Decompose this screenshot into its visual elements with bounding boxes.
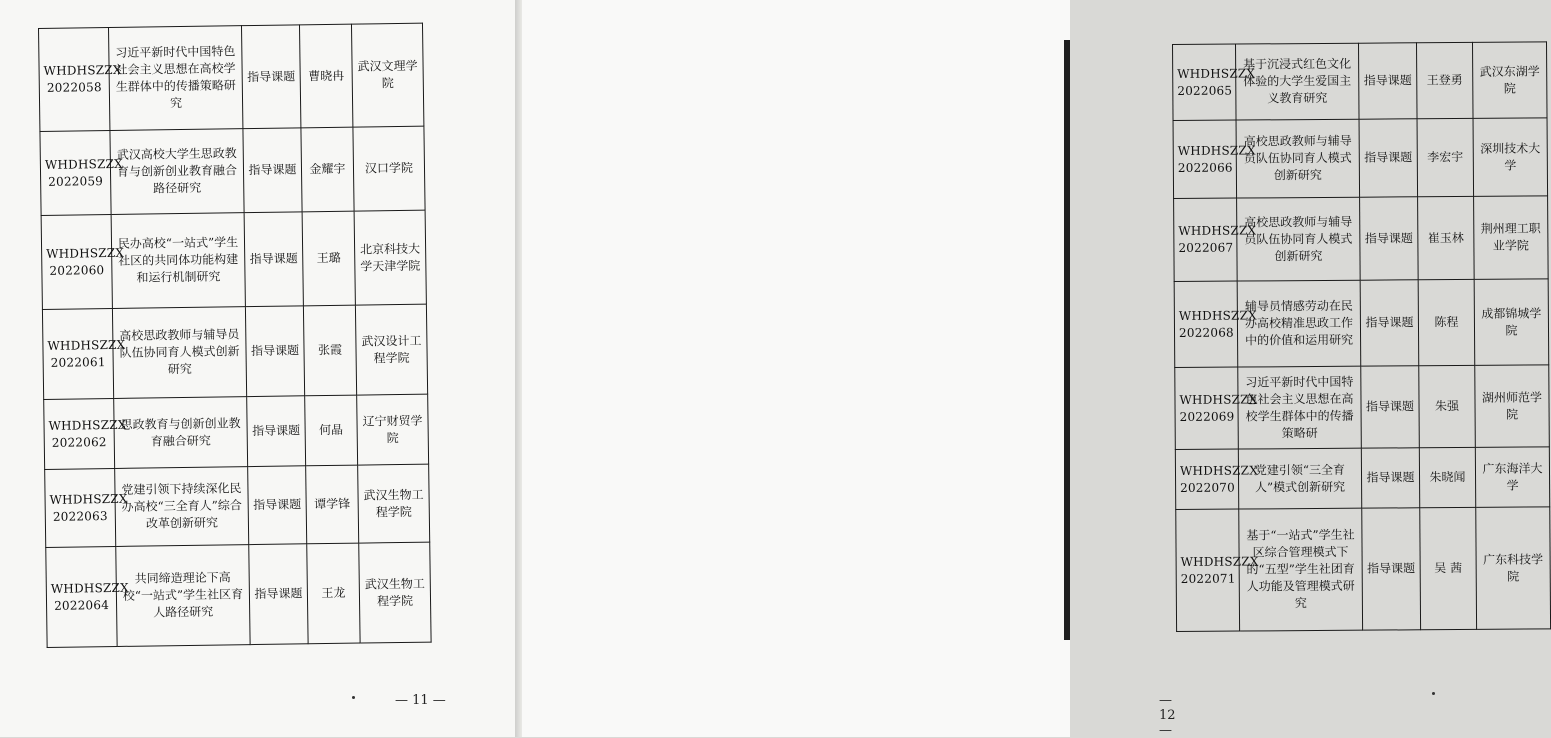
project-code-line: WHDHSZZX [1177, 142, 1256, 158]
table-row [41, 210, 426, 309]
institution: 武汉生物工程学院 [359, 542, 431, 643]
page-number: — 11 — [395, 693, 446, 708]
scan-dot [1432, 692, 1435, 695]
table-row [44, 394, 429, 469]
institution: 辽宁财贸学院 [357, 394, 429, 465]
table-row [39, 23, 424, 131]
project-code-line: 2022063 [52, 508, 108, 524]
project-title: 基于沉浸式红色文化体验的大学生爱国主义教育研究 [1236, 43, 1360, 120]
project-leader: 李宏宇 [1417, 118, 1474, 196]
project-code [1173, 120, 1256, 198]
project-code [1174, 281, 1257, 367]
project-type: 指导课题 [1358, 43, 1417, 119]
project-code [1174, 198, 1257, 281]
project-type: 指导课题 [1361, 448, 1419, 508]
page-gutter [515, 0, 522, 737]
project-code [39, 28, 122, 132]
table-row [1173, 42, 1548, 121]
project-code [1176, 509, 1259, 631]
project-title: 党建引领“三全育人”模式创新研究 [1238, 448, 1361, 509]
project-leader: 张霞 [303, 305, 356, 396]
project-code-line: WHDHSZZX [43, 62, 122, 78]
institution: 湖州师范学院 [1475, 365, 1550, 448]
project-code-line: WHDHSZZX [1177, 65, 1256, 81]
project-code-line: 2022058 [46, 80, 102, 95]
project-code [40, 131, 123, 216]
table-row [42, 304, 427, 399]
project-leader: 王登勇 [1416, 42, 1473, 118]
project-leader: 谭学锋 [306, 465, 359, 544]
project-title: 共同缔造理论下高校“一站式”学生社区育人路径研究 [116, 545, 250, 647]
project-code-line: WHDHSZZX [48, 417, 127, 433]
project-code-line: WHDHSZZX [47, 337, 126, 353]
project-code-line: WHDHSZZX [1179, 462, 1258, 478]
project-code-line: 2022067 [1178, 240, 1234, 255]
project-leader: 曹晓冉 [299, 24, 352, 128]
project-code-line: 2022060 [49, 262, 105, 278]
project-title: 高校思政教师与辅导员队伍协同育人模式创新研究 [1237, 197, 1361, 281]
project-code-line: 2022059 [48, 173, 104, 189]
institution: 武汉生物工程学院 [358, 464, 430, 543]
project-type: 指导课题 [244, 212, 303, 307]
project-title: 基于“一站式”学生社区综合管理模式下的“五型”学生社团育人功能及管理模式研究 [1239, 508, 1363, 631]
project-code [44, 398, 127, 469]
project-code-line: 2022069 [1179, 409, 1235, 424]
institution: 武汉设计工程学院 [355, 304, 427, 395]
project-type: 指导课题 [1359, 119, 1418, 197]
project-leader: 王璐 [302, 211, 355, 306]
project-type: 指导课题 [1362, 508, 1421, 630]
table-row [1175, 447, 1549, 510]
project-type: 指导课题 [249, 544, 308, 645]
project-title: 辅导员情感劳动在民办高校精准思政工作中的价值和运用研究 [1237, 280, 1361, 367]
project-code-line: 2022062 [51, 434, 107, 450]
project-title: 高校思政教师与辅导员队伍协同育人模式创新研究 [112, 307, 246, 399]
project-type: 指导课题 [243, 128, 302, 213]
project-title: 武汉高校大学生思政教育与创新创业教育融合路径研究 [110, 129, 244, 215]
institution: 武汉文理学院 [351, 23, 423, 127]
project-code-line: WHDHSZZX [1180, 553, 1259, 569]
project-leader: 陈程 [1418, 279, 1475, 365]
scan-edge [1064, 40, 1070, 640]
project-code-line: 2022066 [1177, 160, 1233, 175]
table-row [1174, 279, 1549, 368]
project-code-line: WHDHSZZX [1178, 223, 1257, 238]
project-code [46, 546, 129, 647]
project-code-line: WHDHSZZX [1178, 307, 1257, 323]
project-code [1173, 44, 1256, 120]
project-code-line: WHDHSZZX [44, 156, 123, 172]
project-code-line: 2022061 [50, 354, 106, 370]
right-page [522, 0, 1544, 738]
project-code [42, 308, 126, 399]
project-title: 习近平新时代中国特色社会主义思想在高校学生群体中的传播策略研究 [109, 26, 243, 131]
institution: 广东科技学院 [1476, 507, 1551, 630]
institution: 广东海洋大学 [1475, 447, 1549, 508]
project-code-line: WHDHSZZX [46, 245, 125, 261]
project-code-line: 2022071 [1180, 571, 1236, 586]
project-code [45, 468, 128, 547]
project-type: 指导课题 [1361, 366, 1420, 448]
project-type: 指导课题 [247, 396, 306, 467]
project-code-line: 2022068 [1178, 325, 1234, 340]
project-type: 指导课题 [1360, 197, 1419, 280]
project-code-line: 2022064 [54, 597, 110, 613]
table-row [1176, 507, 1551, 632]
institution: 成都锦城学院 [1474, 279, 1549, 366]
project-title: 党建引领下持续深化民办高校“三全育人”综合改革创新研究 [115, 467, 249, 547]
scan-dot [352, 696, 355, 699]
project-code [41, 214, 125, 309]
project-leader: 崔玉林 [1418, 196, 1475, 279]
project-type: 指导课题 [241, 25, 300, 129]
project-leader: 金耀宇 [301, 127, 354, 212]
institution: 武汉东湖学院 [1472, 42, 1547, 119]
project-type: 指导课题 [248, 466, 307, 545]
table-row [45, 464, 430, 547]
project-code [1175, 449, 1258, 509]
project-code [1175, 367, 1258, 449]
project-title: 高校思政教师与辅导员队伍协同育人模式创新研究 [1236, 119, 1360, 198]
left-page [0, 0, 515, 737]
project-code-line: WHDHSZZX [50, 580, 129, 596]
project-title: 习近平新时代中国特色社会主义思想在高校学生群体中的传播策略研 [1238, 366, 1362, 449]
institution: 北京科技大学天津学院 [354, 210, 426, 305]
project-title: 民办高校“一站式”学生社区的共同体功能构建和运行机制研究 [111, 213, 245, 309]
institution: 荆州理工职业学院 [1474, 196, 1549, 280]
project-type: 指导课题 [1360, 280, 1419, 366]
project-leader: 朱强 [1419, 365, 1476, 447]
table-row [1173, 118, 1548, 199]
project-code-line: WHDHSZZX [49, 491, 128, 507]
right-project-table [1172, 41, 1551, 632]
project-code-line: 2022065 [1177, 83, 1233, 98]
table-row [1174, 196, 1549, 282]
table-row [1175, 365, 1550, 450]
page-number: — 12 — [1159, 693, 1176, 738]
institution: 汉口学院 [353, 126, 425, 211]
project-leader: 吴 茜 [1420, 507, 1477, 629]
project-leader: 朱晓闻 [1419, 447, 1475, 507]
table-row [46, 542, 431, 647]
table-row [40, 126, 425, 215]
project-type: 指导课题 [245, 306, 304, 397]
left-project-table [38, 23, 432, 648]
project-title: 思政教育与创新创业教育融合研究 [114, 397, 248, 469]
project-leader: 何晶 [305, 395, 358, 466]
project-code-line: 2022070 [1180, 480, 1235, 495]
institution: 深圳技术大学 [1473, 118, 1548, 197]
project-code-line: WHDHSZZX [1179, 391, 1258, 407]
project-leader: 王龙 [307, 543, 360, 644]
